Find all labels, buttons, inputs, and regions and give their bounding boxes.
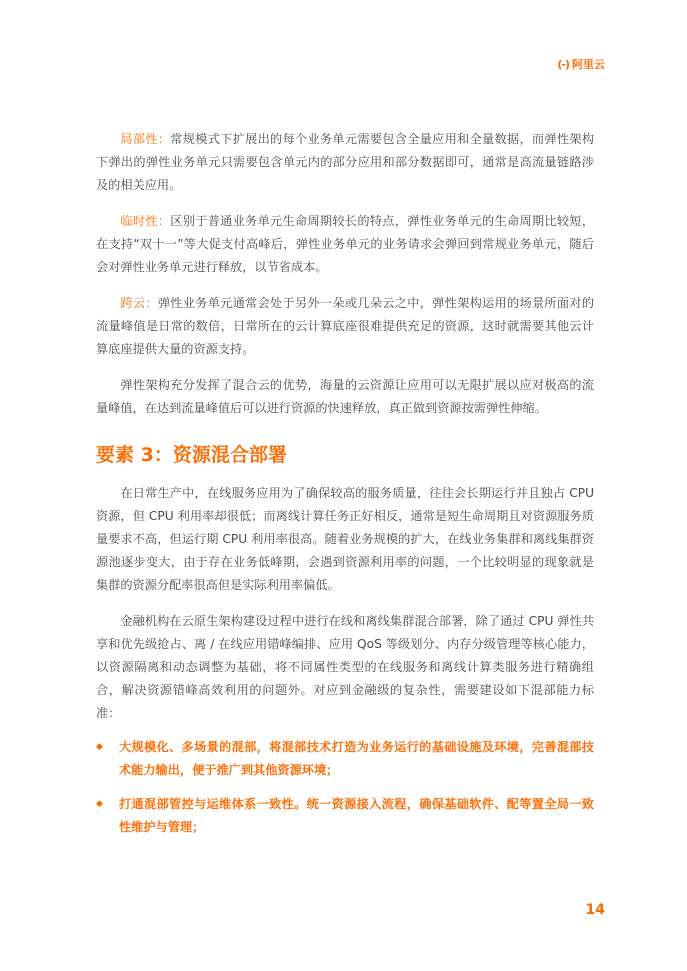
page-content bbox=[96, 128, 594, 839]
logo-text: 阿里云 bbox=[572, 58, 605, 71]
paragraph-locality bbox=[96, 128, 594, 197]
paragraph-summary bbox=[96, 374, 594, 420]
diamond-bullet-icon: ◆ bbox=[96, 799, 103, 809]
alibaba-cloud-logo-icon: (-) bbox=[557, 57, 569, 71]
paragraph-cross-cloud bbox=[96, 292, 594, 361]
alibaba-cloud-logo bbox=[557, 56, 605, 72]
term-cross-cloud: 跨云： bbox=[120, 296, 158, 310]
paragraph-temporary bbox=[96, 210, 594, 279]
term-temporary: 临时性： bbox=[120, 214, 171, 228]
section-paragraph: 金融机构在云原生架构建设过程中进行在线和离线集群混合部署，除了通过 CPU 弹性共享和优先级抢占、离 / 在线应用错峰编排、应用 QoS 等级划分、内存分级管理等核心能力，以资源隔离和动态调整为基础，将不同属性类型的在线服务和离线计算类服务进行精确组合，解决资源错峰高效利用的问题外。对应到金融级的复杂性，需要建设如下混部能力标准： bbox=[96, 614, 594, 720]
bullet-item bbox=[96, 793, 594, 839]
page-number: 14 bbox=[585, 902, 605, 918]
paragraph-text: 区别于普通业务单元生命周期较长的特点，弹性业务单元的生命周期比较短，在支持“双十一”等大促支付高峰后，弹性业务单元的业务请求会弹回到常规业务单元，随后会对弹性业务单元进行释放，以节省成本。 bbox=[96, 214, 595, 274]
bullet-text: 大规模化、多场景的混部，将混部技术打造为业务运行的基础设施及环境，完善混部技术能力输出，便于推广到其他资源环境； bbox=[119, 740, 594, 777]
bullet-text: 打通混部管控与运维体系一致性。统一资源接入流程，确保基础软件、配等置全局一致性维护与管理； bbox=[119, 797, 594, 834]
paragraph-text: 弹性架构充分发挥了混合云的优势，海量的云资源让应用可以无限扩展以应对极高的流量峰值，在达到流量峰值后可以进行资源的快速释放，真正做到资源按需弹性伸缩。 bbox=[96, 378, 594, 415]
bullet-item bbox=[96, 736, 594, 782]
section-title: 要素 3：资源混合部署 bbox=[96, 444, 287, 466]
paragraph-text: 弹性业务单元通常会处于另外一朵或几朵云之中，弹性架构运用的场景所面对的流量峰值是日常的数倍，日常所在的云计算底座很难提供充足的资源，这时就需要其他云计算底座提供大量的资源支持。 bbox=[96, 296, 595, 356]
diamond-bullet-icon: ◆ bbox=[96, 742, 103, 752]
term-locality: 局部性： bbox=[120, 132, 171, 146]
paragraph-text: 常规模式下扩展出的每个业务单元需要包含全量应用和全量数据，而弹性架构下弹出的弹性业务单元只需要包含单元内的部分应用和部分数据即可，通常是高流量链路涉及的相关应用。 bbox=[96, 132, 595, 192]
section-paragraph: 在日常生产中，在线服务应用为了确保较高的服务质量，往往会长期运行并且独占 CPU 资源，但 CPU 利用率却很低；而离线计算任务正好相反，通常是短生命周期且对资源服务质量要求不高，但运行期 CPU 利用率很高。随着业务规模的扩大，在线业务集群和离线集群资源池逐步变大，由于存在业务低峰期，会遇到资源利用率的问题，一个比较明显的现象就是集群的资源分配率很高但是实际利用率偏低。 bbox=[96, 486, 594, 592]
